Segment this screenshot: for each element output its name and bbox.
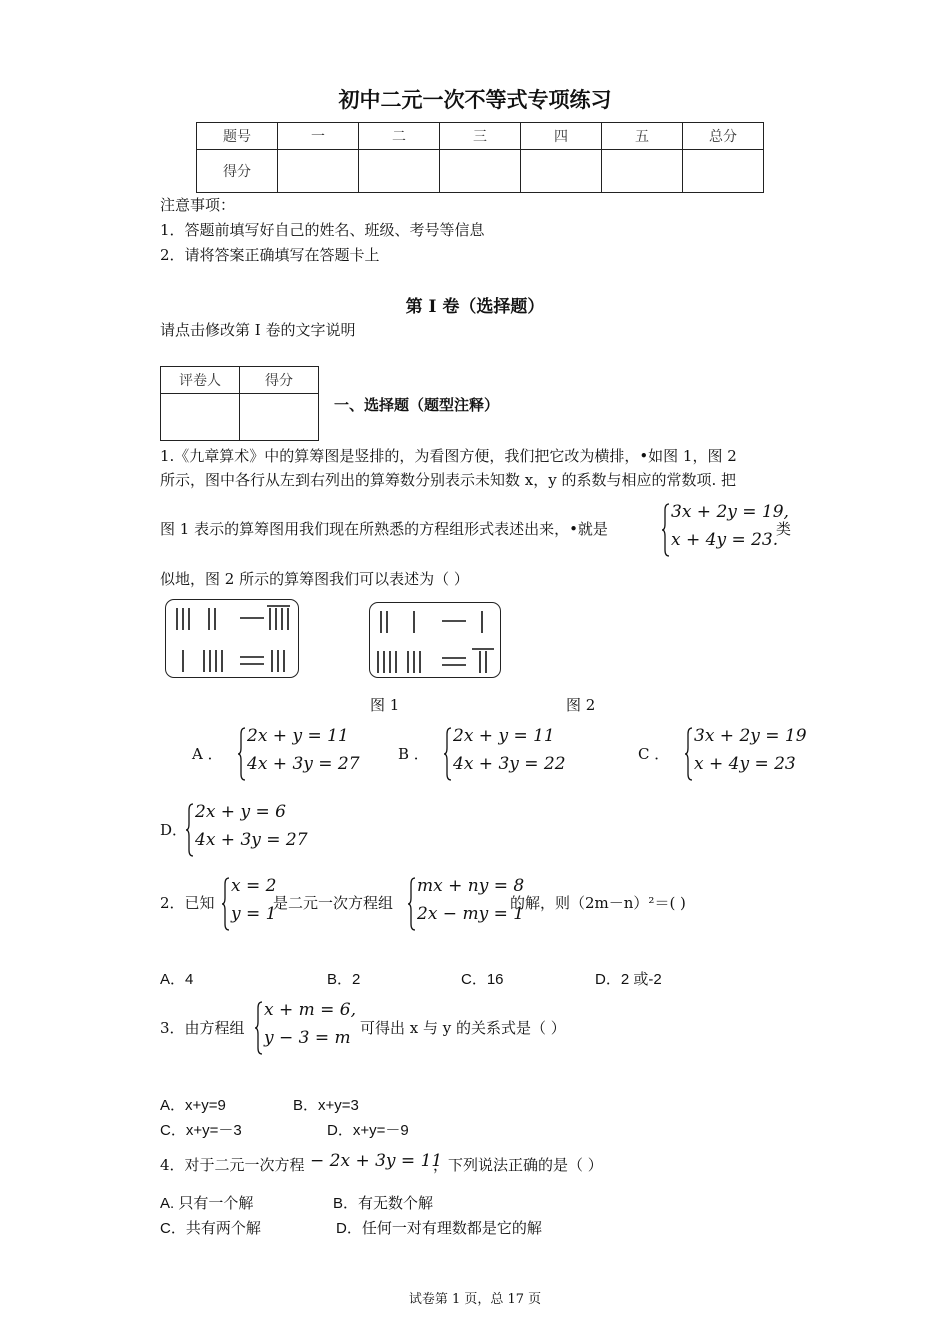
- section-description: 请点击修改第 I 卷的文字说明: [160, 321, 356, 339]
- score-header-cell: 四: [521, 123, 602, 150]
- section-title: 第 I 卷（选择题）: [405, 297, 545, 317]
- q4-equation: − 2x + 3y = 11: [310, 1151, 443, 1171]
- q2-middle: 是二元一次方程组: [273, 894, 394, 912]
- equation: 4x + 3y = 27: [247, 754, 360, 774]
- brace-icon: [221, 876, 231, 932]
- q3-option: B．x+y=3: [293, 1097, 359, 1114]
- score-row-label: 得分: [197, 150, 278, 193]
- q3-prefix: 3．由方程组: [160, 1019, 245, 1037]
- option-label: B ．: [398, 745, 429, 763]
- q2-option: B．2: [327, 971, 361, 988]
- score-cell: [278, 150, 359, 193]
- counting-rods-icon: [166, 600, 298, 677]
- score-header-cell: 五: [602, 123, 683, 150]
- q4-prefix: 4．对于二元一次方程: [160, 1156, 305, 1174]
- q4-option: C．共有两个解: [160, 1220, 261, 1237]
- q1-line: 1.《九章算术》中的算筹图是竖排的，为看图方便，我们把它改为横排，•如图 1，图 2: [160, 447, 737, 465]
- q4-option: A. 只有一个解: [160, 1195, 254, 1212]
- equation: x + m = 6,: [264, 1000, 357, 1020]
- part-heading: 一、选择题（题型注释）: [334, 396, 500, 414]
- score-cell: [602, 150, 683, 193]
- q4-option: D．任何一对有理数都是它的解: [336, 1220, 542, 1237]
- q3-option: C．x+y=－3: [160, 1122, 242, 1139]
- score-header-cell: 三: [440, 123, 521, 150]
- equation: 2x − my = 1: [417, 904, 525, 924]
- equation: 2x + y = 11: [247, 726, 349, 746]
- q1-line: 所示，图中各行从左到右列出的算筹数分别表示未知数 x，y 的系数与相应的常数项. 把: [160, 471, 737, 489]
- score-cell: [683, 150, 764, 193]
- brace-icon: [185, 802, 195, 858]
- equation: mx + ny = 8: [417, 876, 525, 896]
- option-label: D．: [160, 821, 188, 839]
- equation: 2x + y = 6: [195, 802, 286, 822]
- grader-cell: [161, 394, 240, 441]
- counting-rod-figure-1: [165, 599, 299, 678]
- brace-icon: [237, 726, 247, 782]
- score-cell: [440, 150, 521, 193]
- equation: x = 2: [231, 876, 277, 896]
- score-header-cell: 一: [278, 123, 359, 150]
- brace-icon: [254, 1000, 264, 1056]
- page-title: 初中二元一次不等式专项练习: [338, 88, 612, 112]
- equation: 3x + 2y = 19,: [671, 502, 789, 522]
- q3-option: D．x+y=－9: [327, 1122, 409, 1139]
- figure-caption: 图 1: [370, 696, 400, 714]
- notice-heading: 注意事项：: [160, 196, 236, 214]
- grader-header: 评卷人: [161, 367, 240, 394]
- equation: 2x + y = 11: [453, 726, 555, 746]
- option-label: A ．: [192, 745, 223, 763]
- q2-prefix: 2．已知: [160, 894, 215, 912]
- score-header-cell: 二: [359, 123, 440, 150]
- q4-option: B．有无数个解: [333, 1195, 434, 1212]
- equation: y − 3 = m: [264, 1028, 351, 1048]
- q2-suffix: 的解，则（2m－n）²＝( ): [510, 894, 686, 912]
- counting-rods-icon: [370, 603, 500, 677]
- q2-option: C．16: [461, 971, 504, 988]
- q2-option: D．2 或-2: [595, 971, 662, 988]
- q4-suffix: ，下列说法正确的是（ ）: [433, 1156, 603, 1174]
- grader-cell: [240, 394, 319, 441]
- equation: 4x + 3y = 27: [195, 830, 308, 850]
- grader-header: 得分: [240, 367, 319, 394]
- notice-item: 1．答题前填写好自己的姓名、班级、考号等信息: [160, 221, 485, 239]
- figure-caption: 图 2: [566, 696, 596, 714]
- equation: 3x + 2y = 19: [694, 726, 807, 746]
- brace-icon: [407, 876, 417, 932]
- page-footer: 试卷第 1 页，总 17 页: [408, 1292, 542, 1307]
- q1-line: 类: [776, 520, 792, 538]
- equation: y = 1: [231, 904, 277, 924]
- score-header-cell: 题号: [197, 123, 278, 150]
- brace-icon: [661, 502, 671, 558]
- score-header-cell: 总分: [683, 123, 764, 150]
- q3-suffix: 可得出 x 与 y 的关系式是（ ）: [360, 1019, 566, 1037]
- q3-option: A．x+y=9: [160, 1097, 226, 1114]
- equation: 4x + 3y = 22: [453, 754, 566, 774]
- equation: x + 4y = 23.: [671, 530, 779, 550]
- score-cell: [521, 150, 602, 193]
- notice-item: 2．请将答案正确填写在答题卡上: [160, 246, 380, 264]
- option-label: C ．: [638, 745, 670, 763]
- brace-icon: [684, 726, 694, 782]
- score-cell: [359, 150, 440, 193]
- score-table: [196, 122, 764, 193]
- q1-line: 图 1 表示的算筹图用我们现在所熟悉的方程组形式表述出来，•就是: [160, 520, 608, 538]
- grader-table: [160, 366, 319, 441]
- q2-option: A．4: [160, 971, 194, 988]
- equation: x + 4y = 23: [694, 754, 796, 774]
- counting-rod-figure-2: [369, 602, 501, 678]
- q1-line: 似地，图 2 所示的算筹图我们可以表述为（ ）: [160, 570, 469, 588]
- brace-icon: [443, 726, 453, 782]
